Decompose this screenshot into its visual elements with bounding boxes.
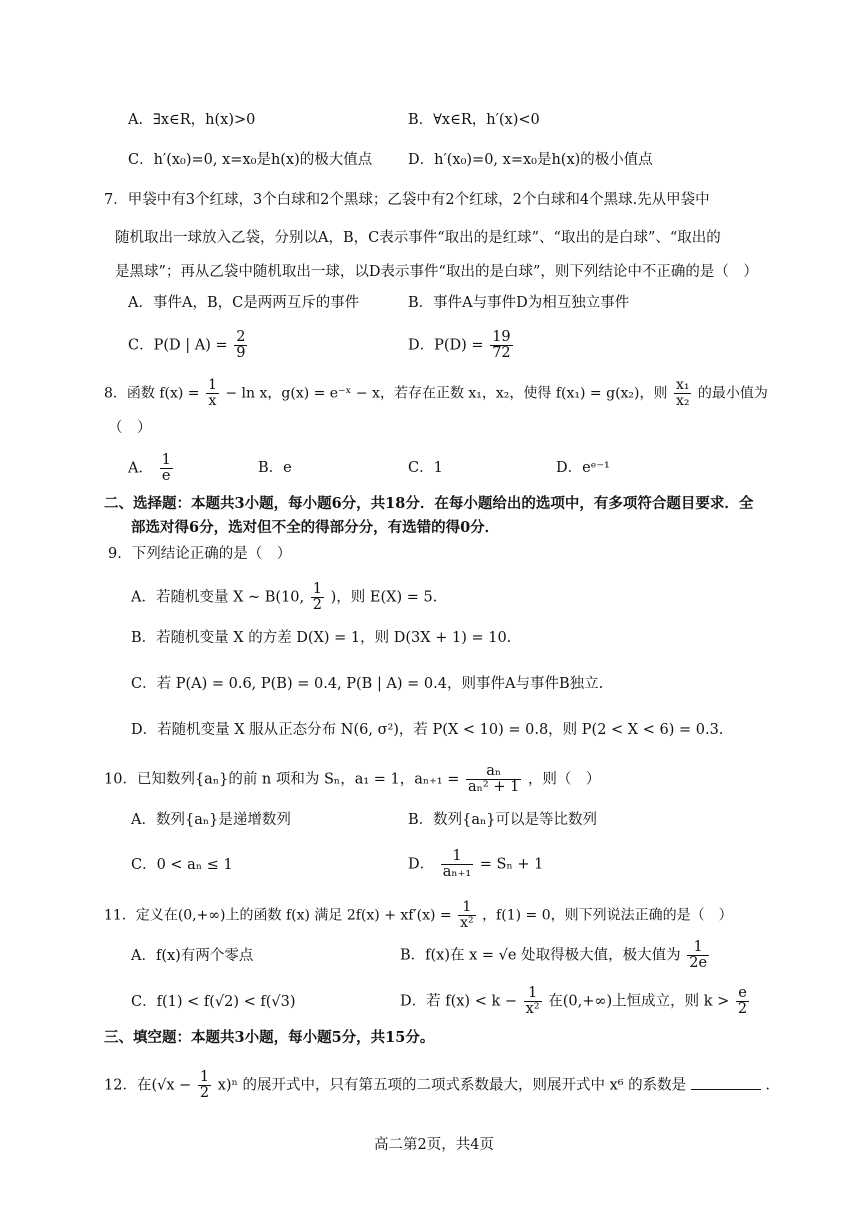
q7-option-a: A．事件A，B，C是两两互斥的事件 <box>128 295 360 311</box>
fraction-denominator: 2 <box>737 1001 748 1017</box>
q10-option-d-fraction <box>441 849 473 880</box>
q9-option-a <box>131 582 437 613</box>
q9-option-d: D．若随机变量 X 服从正态分布 N(6, σ²)，若 P(X < 10) = 0.8，则 P(2 < X < 6) = 0.3. <box>131 722 724 738</box>
q8-text-2: − ln x，g(x) = e⁻ˣ − x，若存在正数 x₁，x₂，使得 f(x₁) = g(x₂)，则 <box>225 385 668 402</box>
q11-option-b <box>400 940 711 971</box>
fraction-numerator: 1 <box>458 900 476 916</box>
q8-text-3: 的最小值为 <box>697 385 768 402</box>
fraction-denominator: x₂ <box>675 393 690 409</box>
q12-stem-end: . <box>765 1077 771 1094</box>
fraction-numerator: 1 <box>161 452 171 468</box>
q7-stem-line3: 是黑球”；再从乙袋中随机取出一球，以D表示事件“取出的是白球”，则下列结论中不正确的是（ ） <box>115 264 758 280</box>
q12-stem-fraction <box>198 1070 211 1101</box>
q11-stem-suffix: ，f(1) = 0，则下列说法正确的是（ ） <box>482 907 733 924</box>
fraction-denominator: 72 <box>492 345 511 361</box>
q8-fraction-1 <box>206 378 219 409</box>
q6-option-a: A．∃x∈R，h(x)>0 <box>128 112 256 128</box>
q7-option-b: B．事件A与事件D为相互独立事件 <box>408 295 630 311</box>
q10-stem-suffix: ，则（ ） <box>527 771 601 788</box>
q10-stem <box>104 764 600 795</box>
fraction-denominator: aₙ₊₁ <box>442 864 472 880</box>
q9-option-c: C．若 P(A) = 0.6, P(B) = 0.4, P(B | A) = 0.4，则事件A与事件B独立. <box>131 676 604 692</box>
q11-option-d-mid: 在(0,+∞)上恒成立，则 k > <box>548 993 730 1010</box>
fraction-numerator: 1 <box>687 940 709 956</box>
q11-stem <box>104 900 733 931</box>
fraction-numerator: 1 <box>208 377 217 393</box>
fraction-numerator: 19 <box>492 329 511 345</box>
q9-option-a-text: A．若随机变量 X ~ B(10, <box>131 589 305 606</box>
q6-option-d: D．h′(x₀)=0, x=x₀是h(x)的极小值点 <box>408 152 653 168</box>
q11-stem-fraction <box>458 900 476 931</box>
q6-option-c: C．h′(x₀)=0, x=x₀是h(x)的极大值点 <box>128 152 373 168</box>
section3-heading: 三、填空题：本题共3小题，每小题5分，共15分。 <box>104 1029 435 1046</box>
q7-option-c <box>128 330 249 361</box>
q7-option-c-text: C．P(D | A) = <box>128 337 228 354</box>
q8-option-d: D．eᵉ⁻¹ <box>556 460 610 476</box>
q8-fraction-2 <box>674 378 692 409</box>
q11-option-c: C．f(1) < f(√2) < f(√3) <box>131 994 296 1010</box>
q8-option-a-fraction <box>160 453 173 484</box>
fraction-denominator: x² <box>460 915 474 931</box>
q9-stem: 9．下列结论正确的是（ ） <box>108 546 292 562</box>
q7-option-d-text: D．P(D) = <box>408 337 484 354</box>
q8-stem-line1 <box>104 378 768 409</box>
fraction-numerator: 1 <box>441 849 473 865</box>
q10-option-d-label: D． <box>408 856 435 873</box>
q8-option-c: C．1 <box>408 460 443 476</box>
fraction-denominator: x <box>208 393 217 409</box>
q10-stem-fraction <box>466 764 521 795</box>
q7-stem-line1: 7．甲袋中有3个红球，3个白球和2个黑球；乙袋中有2个红球，2个白球和4个黑球.先从甲袋中 <box>104 192 710 208</box>
fraction-numerator: 2 <box>236 329 246 345</box>
q9-option-a-fraction <box>311 582 324 613</box>
q11-option-d-fraction-2 <box>736 986 749 1017</box>
q12-answer-blank[interactable] <box>691 1075 761 1090</box>
q9-option-a-suffix: )，则 E(X) = 5. <box>330 589 438 606</box>
fraction-numerator: 1 <box>312 581 322 597</box>
q7-option-d <box>408 330 515 361</box>
fraction-numerator: x₁ <box>675 377 690 393</box>
q11-option-b-text: B．f(x)在 x = √e 处取得极大值，极大值为 <box>400 947 681 964</box>
q8-stem-line2: （ ） <box>108 420 152 436</box>
fraction-denominator: 2 <box>199 1085 210 1101</box>
q11-option-d <box>400 986 751 1017</box>
q6-option-b: B．∀x∈R，h′(x)<0 <box>408 112 540 128</box>
page-footer: 高二第2页，共4页 <box>374 1137 494 1153</box>
fraction-denominator: x² <box>525 1001 540 1017</box>
q12-stem <box>104 1070 770 1101</box>
section2-heading-line1: 二、选择题：本题共3小题，每小题6分，共18分．在每小题给出的选项中，有多项符合题目要求．全 <box>104 495 754 512</box>
q8-option-b: B．e <box>258 460 292 476</box>
fraction-numerator: 1 <box>524 986 542 1002</box>
q10-option-d <box>408 849 543 880</box>
q11-option-a: A．f(x)有两个零点 <box>131 948 254 964</box>
fraction-denominator: 2e <box>689 955 708 971</box>
fraction-numerator: 1 <box>199 1069 210 1085</box>
q7-stem-line2: 随机取出一球放入乙袋，分别以A，B，C表示事件“取出的是红球”、“取出的是白球”、“取出的 <box>115 230 721 246</box>
q12-stem-text: 12．在(√x − <box>104 1077 192 1094</box>
q10-option-a: A．数列{aₙ}是递增数列 <box>131 812 291 828</box>
q11-stem-text: 11．定义在(0,+∞)上的函数 f(x) 满足 2f(x) + xf′(x) = <box>104 907 452 924</box>
fraction-numerator: aₙ <box>466 764 521 780</box>
q10-option-c: C．0 < aₙ ≤ 1 <box>131 857 233 873</box>
q11-option-d-fraction-1 <box>524 986 542 1017</box>
q12-stem-mid: x)ⁿ 的展开式中，只有第五项的二项式系数最大，则展开式中 x⁶ 的系数是 <box>217 1077 687 1094</box>
q8-text-1: 8．函数 f(x) = <box>104 385 200 402</box>
fraction-denominator: aₙ² + 1 <box>468 779 520 795</box>
q7-option-d-fraction <box>490 330 512 361</box>
q11-option-b-fraction <box>687 940 709 971</box>
q10-stem-text: 10．已知数列{aₙ}的前 n 项和为 Sₙ，a₁ = 1，aₙ₊₁ = <box>104 771 460 788</box>
q10-option-d-suffix: = Sₙ + 1 <box>479 856 544 873</box>
q7-option-c-fraction <box>234 330 247 361</box>
q8-option-a-label: A． <box>128 460 153 477</box>
q11-option-d-text: D．若 f(x) < k − <box>400 993 518 1010</box>
fraction-numerator: e <box>736 986 749 1002</box>
fraction-denominator: e <box>161 468 171 484</box>
q10-option-b: B．数列{aₙ}可以是等比数列 <box>408 812 598 828</box>
section2-heading-line2: 部选对得6分，选对但不全的得部分分，有选错的得0分． <box>131 519 500 536</box>
q8-option-a <box>128 453 175 484</box>
fraction-denominator: 9 <box>236 345 246 361</box>
fraction-denominator: 2 <box>312 597 322 613</box>
q9-option-b: B．若随机变量 X 的方差 D(X) = 1，则 D(3X + 1) = 10. <box>131 630 512 646</box>
